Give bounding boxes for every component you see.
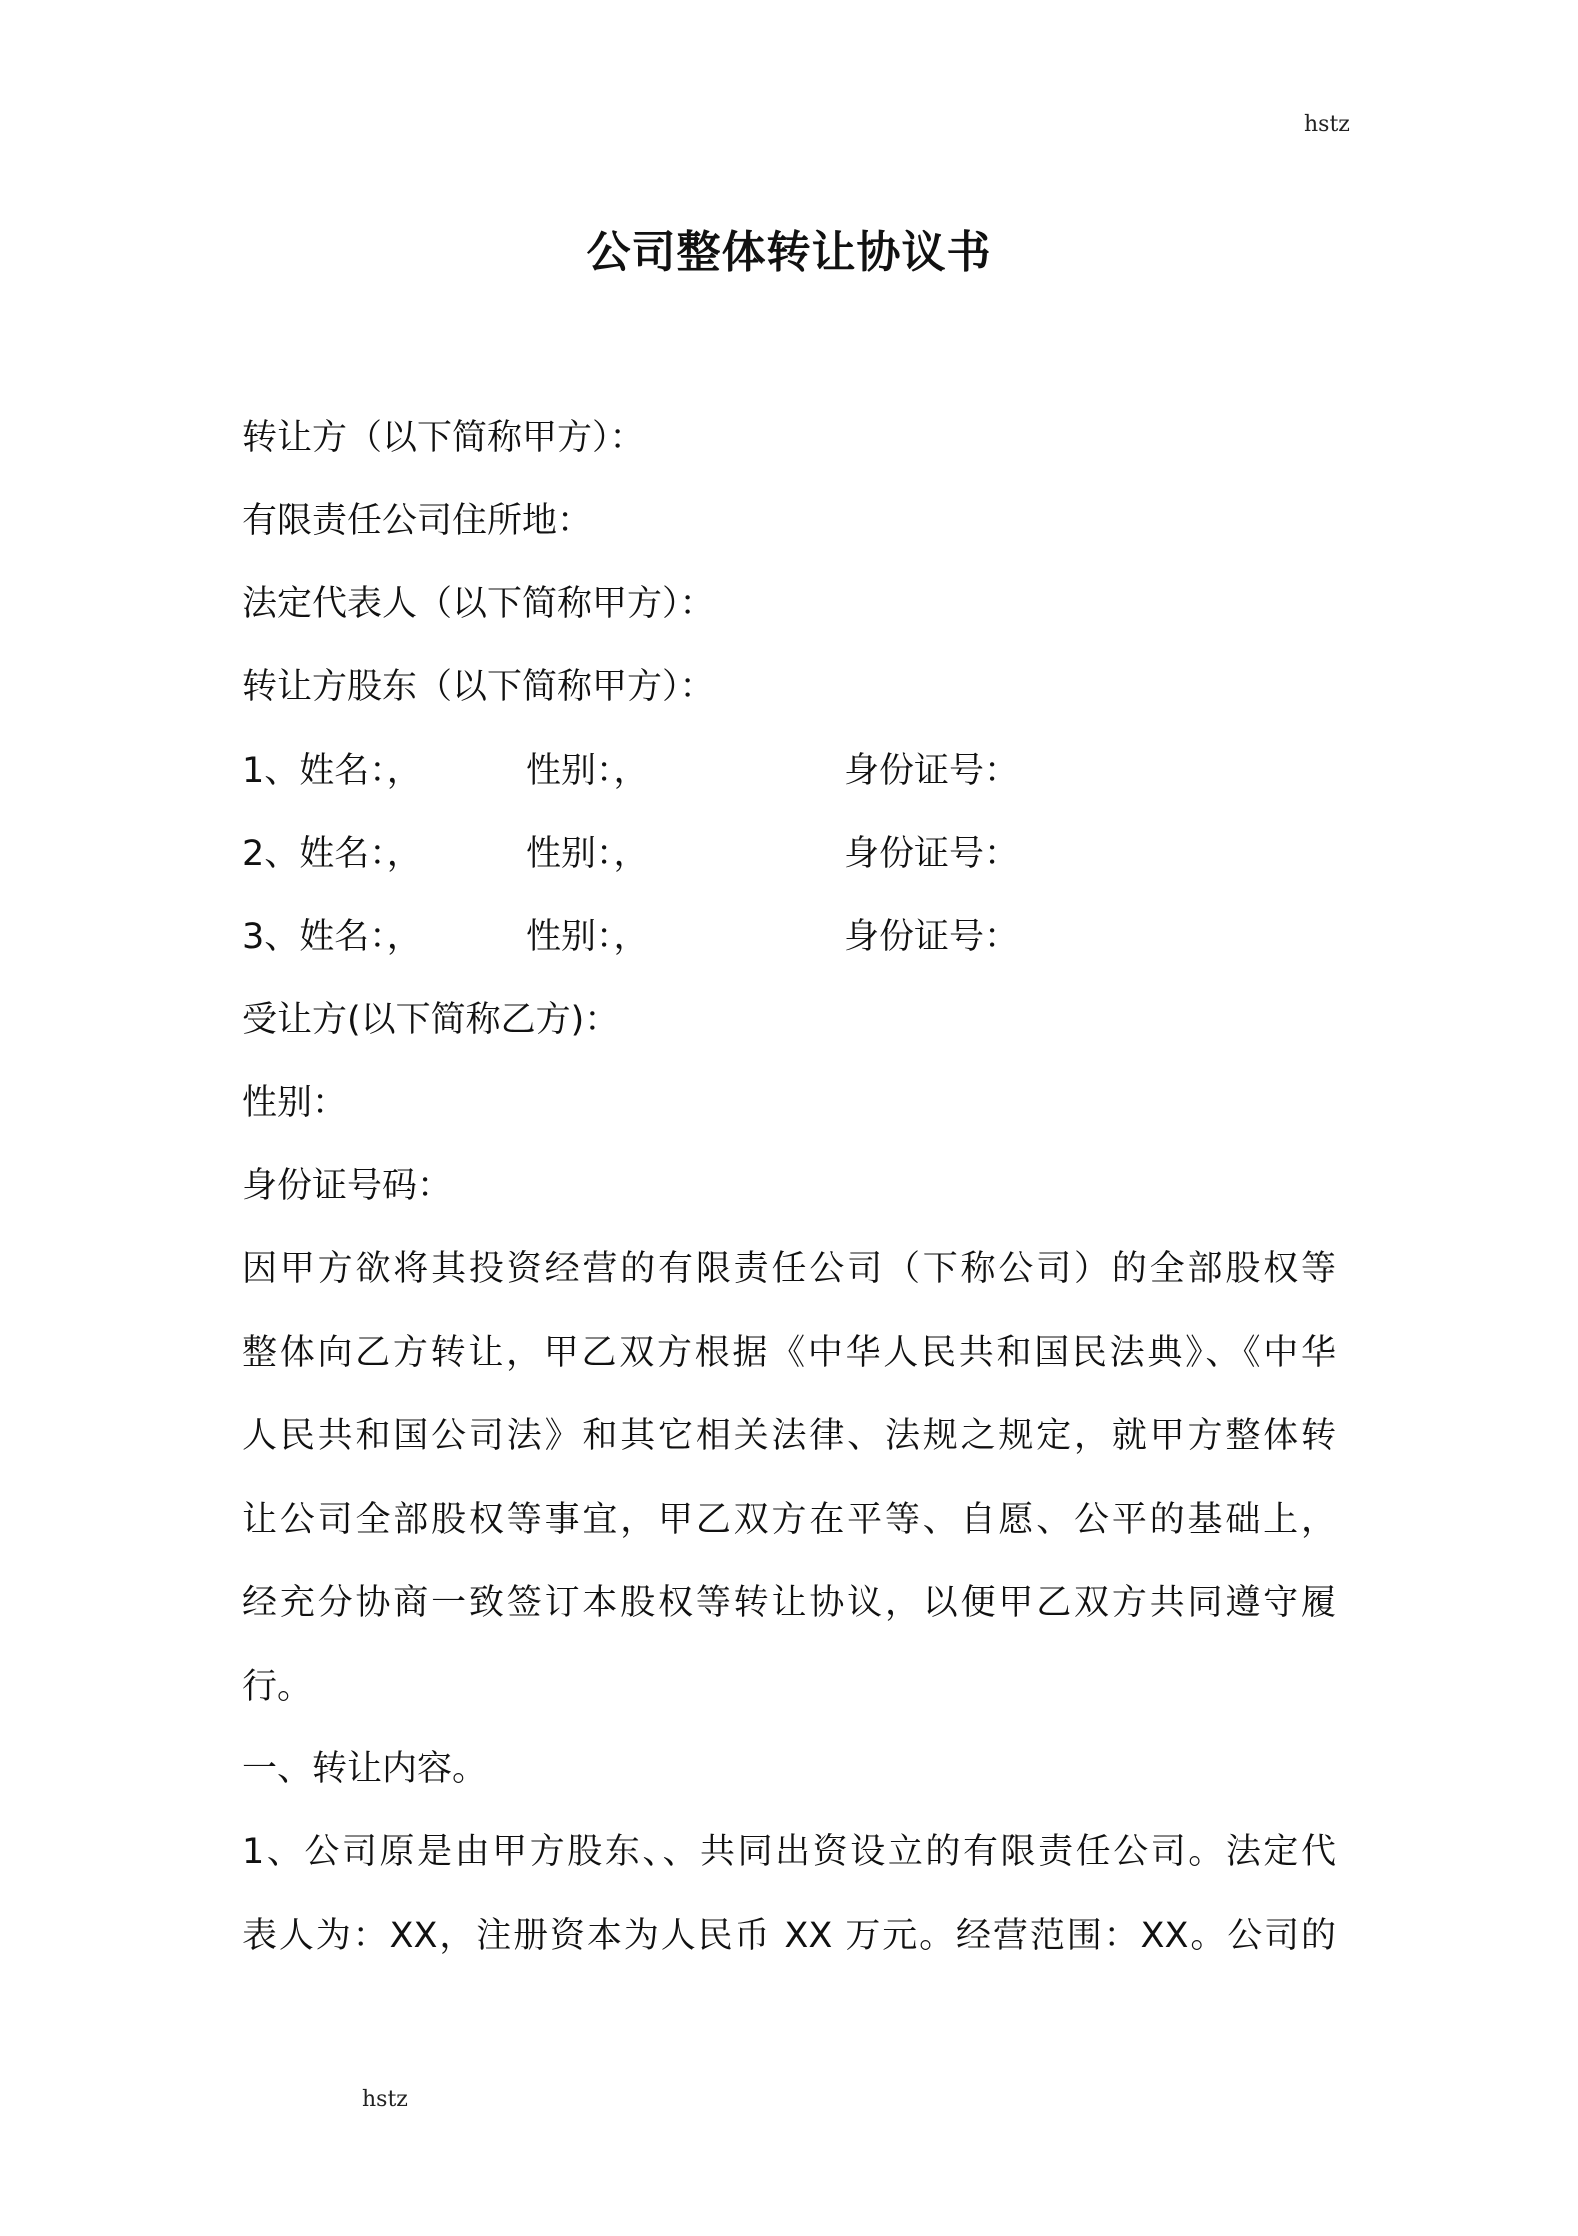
document-title: 公司整体转让协议书 bbox=[586, 227, 992, 278]
shareholder-id: 身份证号： bbox=[844, 917, 1020, 957]
shareholder-id: 身份证号： bbox=[844, 751, 1020, 791]
paragraph-line: 人民共和国公司法》和其它相关法律、法规之规定，就甲方整体转 bbox=[242, 1416, 1336, 1456]
header-watermark: hstz bbox=[1304, 112, 1350, 137]
transferee-id-line: 身份证号码： bbox=[242, 1166, 453, 1206]
shareholder-name: 1、姓名：， bbox=[242, 751, 422, 791]
paragraph-line: 让公司全部股权等事宜，甲乙双方在平等、自愿、公平的基础上， bbox=[242, 1499, 1336, 1540]
shareholder-name: 3、姓名：， bbox=[242, 917, 422, 957]
shareholder-gender: 性别：， bbox=[526, 834, 649, 874]
paragraph-line: 因甲方欲将其投资经营的有限责任公司（下称公司）的全部股权等 bbox=[242, 1249, 1336, 1289]
legal-representative-line: 法定代表人（以下简称甲方）： bbox=[242, 584, 715, 624]
section-1-heading: 一、转让内容。 bbox=[242, 1749, 488, 1789]
paragraph-line: 行。 bbox=[242, 1666, 313, 1707]
intro-paragraph bbox=[242, 1228, 1336, 1729]
shareholder-id: 身份证号： bbox=[844, 834, 1020, 874]
footer-watermark: hstz bbox=[362, 2087, 408, 2112]
company-address-line: 有限责任公司住所地： bbox=[242, 501, 593, 541]
paragraph-line: 表人为：XX，注册资本为人民币 XX 万元。经营范围：XX。公司的 bbox=[242, 1915, 1336, 1956]
paragraph-line: 1、公司原是由甲方股东、、共同出资设立的有限责任公司。法定代 bbox=[242, 1832, 1336, 1872]
transferee-line: 受让方(以下简称乙方)： bbox=[242, 1000, 620, 1040]
shareholder-row-3 bbox=[242, 913, 1242, 961]
shareholder-gender: 性别：， bbox=[526, 917, 649, 957]
shareholder-name: 2、姓名：， bbox=[242, 834, 422, 874]
shareholder-gender: 性别：， bbox=[526, 751, 649, 791]
transferee-gender-line: 性别： bbox=[242, 1083, 348, 1123]
shareholder-row-2 bbox=[242, 830, 1242, 878]
paragraph-line: 经充分协商一致签订本股权等转让协议，以便甲乙双方共同遵守履 bbox=[242, 1583, 1336, 1623]
transferor-shareholders-line: 转让方股东（以下简称甲方）： bbox=[242, 667, 715, 707]
paragraph-line: 整体向乙方转让，甲乙双方根据《中华人民共和国民法典》、《中华 bbox=[242, 1332, 1336, 1373]
transferor-line: 转让方（以下简称甲方）： bbox=[242, 418, 645, 458]
section-1-paragraph bbox=[242, 1811, 1336, 1978]
shareholder-row-1 bbox=[242, 747, 1242, 795]
